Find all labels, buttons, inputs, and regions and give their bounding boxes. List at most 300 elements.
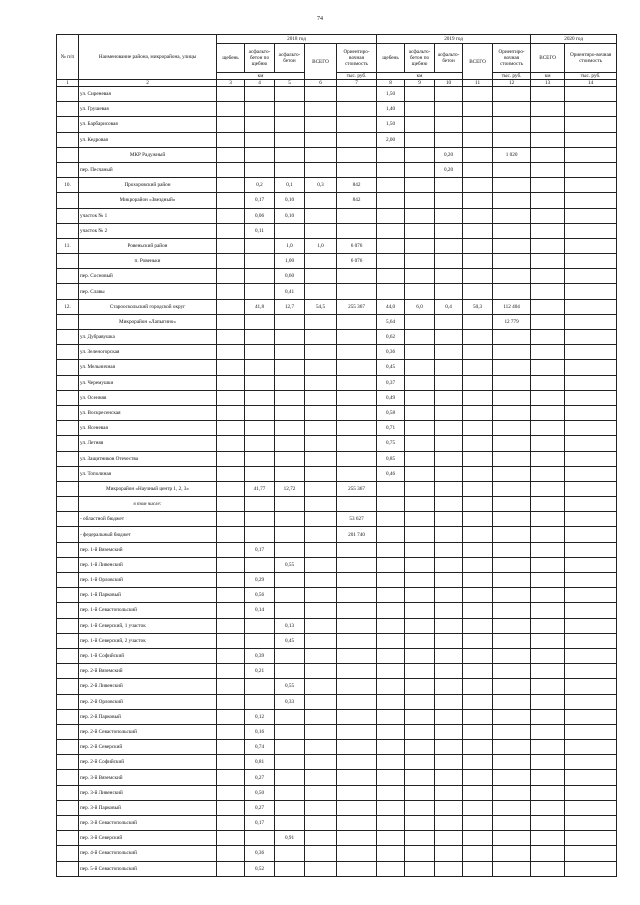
cell-c4 [245,466,275,481]
cell-c6 [305,785,337,800]
row-name: ул. Осенняя [79,390,217,405]
cell-c6 [305,573,337,588]
cell-c14 [565,147,617,162]
row-name: пер. 1-й Ливенский [79,557,217,572]
row-name: ул. Ясеневая [79,421,217,436]
unit-rub-2020: тыс. руб. [565,73,617,80]
cell-c6 [305,846,337,861]
cell-c4 [245,618,275,633]
cell-c12 [493,254,531,269]
cell-c9 [405,755,435,770]
cell-c3 [217,588,245,603]
cell-c8 [377,679,405,694]
cell-c9 [405,694,435,709]
cell-c5: 0,1 [275,178,305,193]
row-number [57,709,79,724]
cell-c14 [565,87,617,102]
row-number [57,785,79,800]
table-row [57,648,617,663]
header-cost-2020: Ориентиро-вочная стоимость [565,44,617,73]
cell-c6 [305,724,337,739]
row-number [57,193,79,208]
cell-c3 [217,770,245,785]
cell-c14 [565,542,617,557]
cell-c9 [405,709,435,724]
table-row [57,633,617,648]
cell-c6 [305,497,337,512]
cell-c4 [245,269,275,284]
cell-c12 [493,375,531,390]
cell-c9 [405,603,435,618]
cell-c7 [337,831,377,846]
cell-c7: 6 076 [337,238,377,253]
cell-c9 [405,117,435,132]
cell-c5 [275,223,305,238]
cell-c3 [217,694,245,709]
cell-c8 [377,254,405,269]
cell-c12 [493,345,531,360]
cell-c7 [337,390,377,405]
cell-c8 [377,724,405,739]
cell-c3 [217,618,245,633]
row-number [57,223,79,238]
cell-c8: 1,50 [377,87,405,102]
cell-c5 [275,603,305,618]
table-row [57,345,617,360]
cell-c12 [493,618,531,633]
cell-c3 [217,345,245,360]
header-year-2019: 2019 год [377,35,531,44]
cell-c12 [493,102,531,117]
cell-c6 [305,527,337,542]
cell-c13 [531,724,565,739]
cell-c5 [275,588,305,603]
cell-c10 [435,178,463,193]
row-number [57,694,79,709]
cell-c12 [493,466,531,481]
cell-c6 [305,87,337,102]
cell-c10 [435,421,463,436]
cell-c14 [565,284,617,299]
cell-c7: 255 367 [337,481,377,496]
column-number: 9 [405,80,435,87]
cell-c10 [435,390,463,405]
cell-c8: 1,50 [377,117,405,132]
cell-c8: 0,46 [377,466,405,481]
header-total-2019: ВСЕГО [463,44,493,80]
row-name: Микрорайон «Звездный» [79,193,217,208]
cell-c13 [531,831,565,846]
table-row [57,573,617,588]
table-row [57,542,617,557]
cell-c8 [377,588,405,603]
cell-c13 [531,527,565,542]
cell-c6 [305,223,337,238]
row-name: пер. 1-й Софийский [79,648,217,663]
cell-c3 [217,679,245,694]
row-number [57,345,79,360]
cell-c9 [405,193,435,208]
table-row [57,117,617,132]
cell-c12 [493,178,531,193]
cell-c9 [405,785,435,800]
cell-c3 [217,223,245,238]
cell-c12 [493,117,531,132]
cell-c10 [435,451,463,466]
row-name: ул. Черемушки [79,375,217,390]
cell-c7 [337,816,377,831]
row-name: пер. 1-й Северский, 2 участок [79,633,217,648]
row-name: ул. Тополиная [79,466,217,481]
cell-c14 [565,846,617,861]
cell-c6 [305,618,337,633]
cell-c13 [531,421,565,436]
cell-c12 [493,436,531,451]
cell-c14 [565,178,617,193]
cell-c5: 0,60 [275,269,305,284]
cell-c14 [565,299,617,314]
cell-c6 [305,466,337,481]
cell-c4: 0,14 [245,603,275,618]
table-row [57,254,617,269]
cell-c14 [565,770,617,785]
cell-c9 [405,238,435,253]
cell-c12 [493,527,531,542]
cell-c7 [337,314,377,329]
row-number [57,497,79,512]
cell-c9 [405,648,435,663]
cell-c10 [435,87,463,102]
cell-c9 [405,330,435,345]
cell-c8 [377,193,405,208]
cell-c11 [463,527,493,542]
row-number [57,451,79,466]
cell-c9 [405,481,435,496]
row-name: ул. Дубравушка [79,330,217,345]
cell-c3 [217,466,245,481]
cell-c7 [337,466,377,481]
cell-c4: 0,17 [245,816,275,831]
cell-c3 [217,330,245,345]
cell-c12 [493,740,531,755]
cell-c7 [337,87,377,102]
row-number [57,527,79,542]
cell-c4: 0,81 [245,755,275,770]
cell-c12 [493,193,531,208]
cell-c4: 0,36 [245,846,275,861]
cell-c13 [531,375,565,390]
cell-c6 [305,375,337,390]
cell-c9 [405,254,435,269]
cell-c9 [405,724,435,739]
row-number [57,633,79,648]
row-name: пер. 2-й Парковый [79,709,217,724]
cell-c3 [217,740,245,755]
row-name: пер. 3-й Вяземский [79,770,217,785]
cell-c4: 41,77 [245,481,275,496]
cell-c13 [531,390,565,405]
cell-c6 [305,557,337,572]
cell-c8: 44,0 [377,299,405,314]
cell-c5: 0,10 [275,208,305,223]
cell-c7 [337,633,377,648]
row-name: ул. Воскресенская [79,405,217,420]
cell-c10 [435,603,463,618]
cell-c12 [493,648,531,663]
table-row [57,770,617,785]
row-number [57,269,79,284]
row-name: пер. 3-й Ливенский [79,785,217,800]
table-row [57,481,617,496]
cell-c4 [245,831,275,846]
cell-c11 [463,102,493,117]
row-name: пер. 2-й Орловский [79,694,217,709]
cell-c10 [435,618,463,633]
header-asph-on-gravel-2018: асфальто-бетон по щебню [245,44,275,73]
cell-c4: 0,11 [245,223,275,238]
column-numbers-row [57,80,617,87]
cell-c8 [377,147,405,162]
cell-c14 [565,375,617,390]
cell-c14 [565,497,617,512]
row-number [57,740,79,755]
cell-c13 [531,618,565,633]
cell-c4 [245,345,275,360]
row-number [57,573,79,588]
header-name: Наименование района, микрорайона, улицы [79,35,217,80]
cell-c14 [565,618,617,633]
cell-c4: 0,52 [245,861,275,876]
cell-c14 [565,345,617,360]
table-row [57,846,617,861]
cell-c6 [305,345,337,360]
row-name: в том числе: [79,497,217,512]
cell-c13 [531,117,565,132]
cell-c6 [305,709,337,724]
row-number [57,117,79,132]
cell-c10 [435,527,463,542]
cell-c9 [405,740,435,755]
cell-c6 [305,330,337,345]
cell-c8 [377,664,405,679]
cell-c9 [405,527,435,542]
column-number: 10 [435,80,463,87]
table-row [57,238,617,253]
cell-c13 [531,360,565,375]
cell-c5 [275,512,305,527]
column-number: 7 [337,80,377,87]
cell-c13 [531,405,565,420]
cell-c14 [565,679,617,694]
cell-c3 [217,633,245,648]
cell-c12 [493,208,531,223]
cell-c7 [337,648,377,663]
cell-c5: 12,7 [275,299,305,314]
cell-c5: 0,13 [275,618,305,633]
cell-c13 [531,633,565,648]
cell-c14 [565,831,617,846]
cell-c10: 0,20 [435,147,463,162]
cell-c3 [217,542,245,557]
table-row [57,861,617,876]
cell-c8 [377,481,405,496]
cell-c4 [245,102,275,117]
cell-c3 [217,117,245,132]
cell-c14 [565,481,617,496]
row-name: пер. Славы [79,284,217,299]
cell-c9 [405,162,435,177]
cell-c10: 0,4 [435,299,463,314]
cell-c5 [275,117,305,132]
row-number [57,557,79,572]
cell-c11 [463,284,493,299]
cell-c6 [305,603,337,618]
cell-c3 [217,284,245,299]
cell-c4 [245,679,275,694]
row-number [57,87,79,102]
cell-c5 [275,466,305,481]
cell-c4 [245,405,275,420]
cell-c6 [305,542,337,557]
cell-c14 [565,785,617,800]
cell-c7 [337,709,377,724]
row-name: Микрорайон «Научный центр 1, 2, 3» [79,481,217,496]
cell-c4 [245,87,275,102]
row-name: участок № 1 [79,208,217,223]
row-number [57,360,79,375]
cell-c8: 0,85 [377,451,405,466]
row-number: 12. [57,299,79,314]
cell-c8 [377,709,405,724]
cell-c13 [531,785,565,800]
cell-c8 [377,816,405,831]
cell-c8 [377,223,405,238]
header-asph-2018: асфальто-бетон [275,44,305,73]
row-number [57,132,79,147]
row-name: пер. 1-й Северский, 1 участок [79,618,217,633]
cell-c3 [217,208,245,223]
row-number [57,481,79,496]
cell-c4 [245,527,275,542]
cell-c11 [463,360,493,375]
cell-c7: 842 [337,193,377,208]
cell-c10 [435,284,463,299]
cell-c10 [435,117,463,132]
cell-c5 [275,785,305,800]
cell-c13 [531,269,565,284]
cell-c9 [405,633,435,648]
table-row [57,694,617,709]
cell-c3 [217,451,245,466]
cell-c13 [531,162,565,177]
cell-c6 [305,390,337,405]
cell-c3 [217,664,245,679]
cell-c5 [275,360,305,375]
cell-c11 [463,117,493,132]
cell-c14 [565,816,617,831]
cell-c6 [305,117,337,132]
cell-c13 [531,466,565,481]
row-number [57,679,79,694]
table-row [57,87,617,102]
cell-c9 [405,512,435,527]
table-row [57,330,617,345]
cell-c7 [337,755,377,770]
cell-c6: 0,3 [305,178,337,193]
column-number: 8 [377,80,405,87]
cell-c11 [463,436,493,451]
cell-c7: 842 [337,178,377,193]
cell-c7 [337,724,377,739]
cell-c3 [217,436,245,451]
cell-c9 [405,132,435,147]
cell-c3 [217,299,245,314]
cell-c8 [377,831,405,846]
cell-c3 [217,846,245,861]
cell-c3 [217,314,245,329]
cell-c10 [435,755,463,770]
cell-c3 [217,648,245,663]
column-number: 3 [217,80,245,87]
cell-c7 [337,436,377,451]
header-total-2020: ВСЕГО [531,44,565,73]
row-name: пер. 4-й Севастопольский [79,846,217,861]
cell-c8 [377,527,405,542]
cell-c12: 1 020 [493,147,531,162]
cell-c4 [245,117,275,132]
cell-c3 [217,861,245,876]
row-number [57,861,79,876]
cell-c11 [463,481,493,496]
cell-c9 [405,770,435,785]
cell-c12 [493,679,531,694]
cell-c11 [463,390,493,405]
cell-c8 [377,573,405,588]
cell-c14 [565,633,617,648]
cell-c9 [405,831,435,846]
cell-c13 [531,299,565,314]
cell-c3 [217,816,245,831]
cell-c7 [337,162,377,177]
cell-c4 [245,330,275,345]
table-row [57,314,617,329]
cell-c5 [275,542,305,557]
cell-c5: 1,0 [275,238,305,253]
cell-c8 [377,542,405,557]
cell-c14 [565,664,617,679]
cell-c12 [493,724,531,739]
cell-c9 [405,345,435,360]
cell-c6 [305,436,337,451]
cell-c7 [337,679,377,694]
cell-c9 [405,816,435,831]
table-row [57,466,617,481]
cell-c6 [305,861,337,876]
cell-c12 [493,846,531,861]
table-row [57,618,617,633]
header-gravel-2018: щебень [217,44,245,73]
cell-c4 [245,147,275,162]
cell-c6 [305,254,337,269]
cell-c7 [337,421,377,436]
cell-c11 [463,330,493,345]
cell-c10 [435,542,463,557]
table-row [57,299,617,314]
cell-c4 [245,162,275,177]
cell-c12 [493,238,531,253]
cell-c10 [435,497,463,512]
cell-c9 [405,542,435,557]
